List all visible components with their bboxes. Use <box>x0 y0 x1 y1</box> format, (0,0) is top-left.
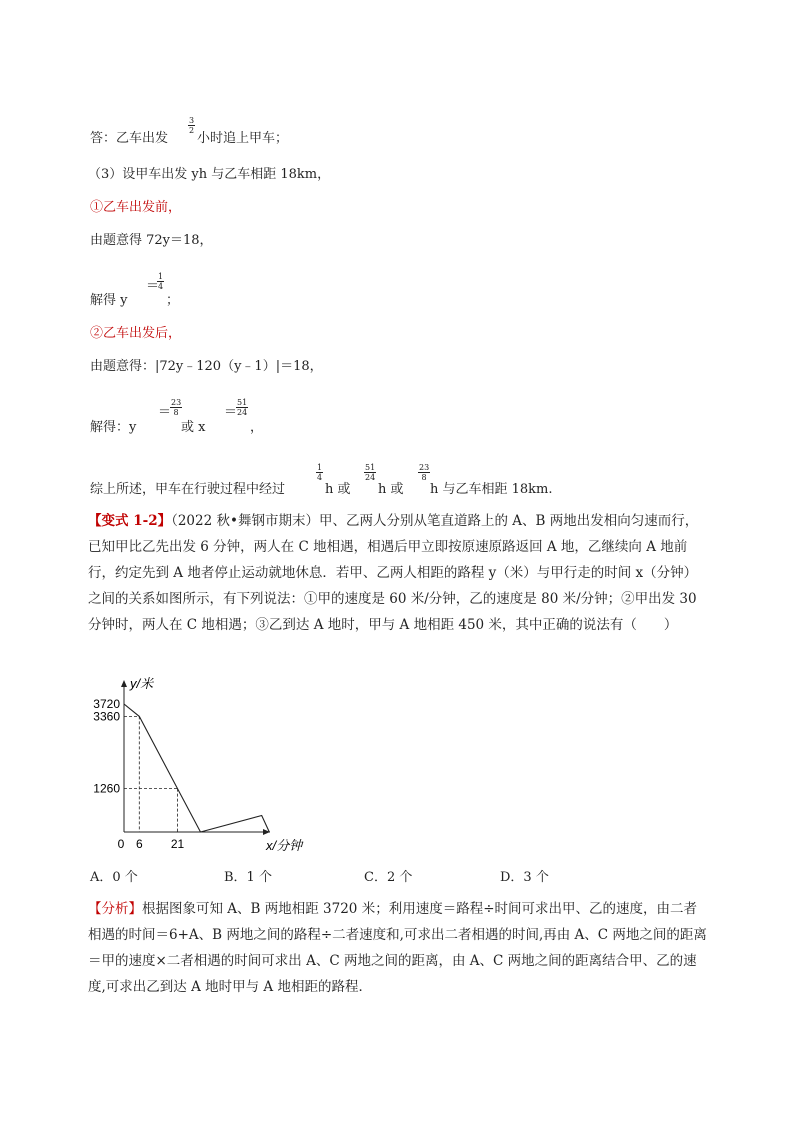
problem-tag: 【变式 1-2】 <box>88 513 172 529</box>
summary-prefix: 综上所述，甲车在行驶过程中经过 <box>90 482 286 497</box>
case1-solve-line <box>90 292 127 310</box>
case2-fraction-2 <box>236 398 248 417</box>
fraction-denominator: 2 <box>189 126 195 135</box>
summary-suffix: h 与乙车相距 18km. <box>430 482 553 497</box>
problem-paragraph <box>88 508 710 638</box>
option-c[interactable]: C．2 个 <box>364 870 413 885</box>
answer-fraction <box>188 116 195 135</box>
case2-solve-line <box>90 419 136 437</box>
x-tick-label-21: 21 <box>170 837 185 851</box>
y-tick-label-3720: 3720 <box>93 697 120 711</box>
part3-line <box>88 166 330 184</box>
y-axis-arrow <box>121 680 127 687</box>
option-b[interactable]: B．1 个 <box>224 870 272 885</box>
case2-eq1: ＝ <box>158 405 172 420</box>
chart-root <box>93 676 304 853</box>
option-d[interactable]: D．3 个 <box>500 870 549 885</box>
summary-h2: h 或 <box>378 482 404 497</box>
series-line <box>124 704 269 832</box>
fraction-numerator: 1 <box>317 463 323 472</box>
summary-fraction-2 <box>364 463 376 482</box>
answer-suffix: 小时追上甲车； <box>197 131 289 146</box>
fraction-numerator: 51 <box>237 398 248 407</box>
y-axis-label: y/米 <box>130 676 154 691</box>
distance-time-chart <box>80 670 320 860</box>
answer-line <box>90 130 168 148</box>
case1-equation: 由题意得 72y＝18， <box>90 233 213 248</box>
case1-solve-prefix: 解得 y <box>90 293 128 308</box>
summary-fraction-3 <box>418 463 430 482</box>
case2-title: ②乙车出发后， <box>90 326 182 341</box>
analysis-paragraph <box>88 896 710 1000</box>
case1-solve-eq: ＝ <box>146 279 160 294</box>
case1-title: ①乙车出发前， <box>90 200 182 215</box>
case2-eq2: ＝ <box>224 405 238 420</box>
fraction-denominator: 8 <box>173 408 179 417</box>
x-tick-label-6: 6 <box>135 837 143 851</box>
part3-text: （3）设甲车出发 yh 与乙车相距 18km， <box>88 167 331 182</box>
case2-fraction-1 <box>170 398 182 417</box>
option-a[interactable]: A．0 个 <box>90 870 138 885</box>
analysis-tag: 【分析】 <box>88 901 142 917</box>
case1-solve-suffix: ； <box>166 293 180 308</box>
answer-suffix-line <box>197 130 288 148</box>
y-tick-label-3360: 3360 <box>93 709 120 724</box>
fraction-numerator: 1 <box>158 272 164 281</box>
fraction-denominator: 4 <box>317 473 323 482</box>
case2-solve-prefix: 解得：y <box>90 420 137 435</box>
fraction-numerator: 23 <box>171 398 182 407</box>
answer-prefix: 答：乙车出发 <box>90 131 169 146</box>
y-tick-label-1260: 1260 <box>93 781 120 796</box>
fraction-numerator: 51 <box>365 463 376 472</box>
x-tick-label-0: 0 <box>117 837 125 851</box>
fraction-denominator: 24 <box>237 408 248 417</box>
fraction-numerator: 3 <box>189 116 195 125</box>
case2-suffix: ， <box>250 420 264 435</box>
problem-text: （2022 秋•舞钢市期末）甲、乙两人分别从笔直道路上的 A、B 两地出发相向匀速而行，已知甲比乙先出发 6 分钟，两人在 C 地相遇，相遇后甲立即按原速原路返回 A 地，乙继续向 A 地前行，约定先到 A 地者停止运动就地休息．若甲、乙两人相距的路程 y（米）与甲行走的时间 x（分钟）之间的关系如图所示，有下列说法：①甲的速度是 60 米/分钟，乙的速度是 80 米/分钟；②甲出发 30 分钟时，两人在 C 地相遇；③乙到达 A 地时，甲与 A 地相距 450 米，其中正确的说法有（ ） <box>88 513 699 633</box>
fraction-numerator: 23 <box>419 463 430 472</box>
case1-fraction <box>157 272 164 291</box>
analysis-text: 根据图象可知 A、B 两地相距 3720 米；利用速度＝路程÷时间可求出甲、乙的速度，由二者相遇的时间＝6+A、B 两地之间的路程÷二者速度和,可求出二者相遇的时间,再由 A、C 两地之间的距离＝甲的速度×二者相遇的时间可求出 A、C 两地之间的距离，由 A、C 两地之间的距离结合甲、乙的速度,可求出乙到达 A 地时甲与 A 地相距的路程． <box>88 901 707 995</box>
case2-or: 或 x <box>181 420 206 435</box>
summary-h1: h 或 <box>325 482 351 497</box>
case2-equation: 由题意得：|72y﹣120（y﹣1）|＝18， <box>90 359 323 374</box>
fraction-denominator: 8 <box>421 473 427 482</box>
fraction-denominator: 24 <box>365 473 376 482</box>
summary-fraction-1 <box>316 463 323 482</box>
x-axis-label: x/分钟 <box>266 838 303 853</box>
fraction-denominator: 4 <box>158 282 164 291</box>
